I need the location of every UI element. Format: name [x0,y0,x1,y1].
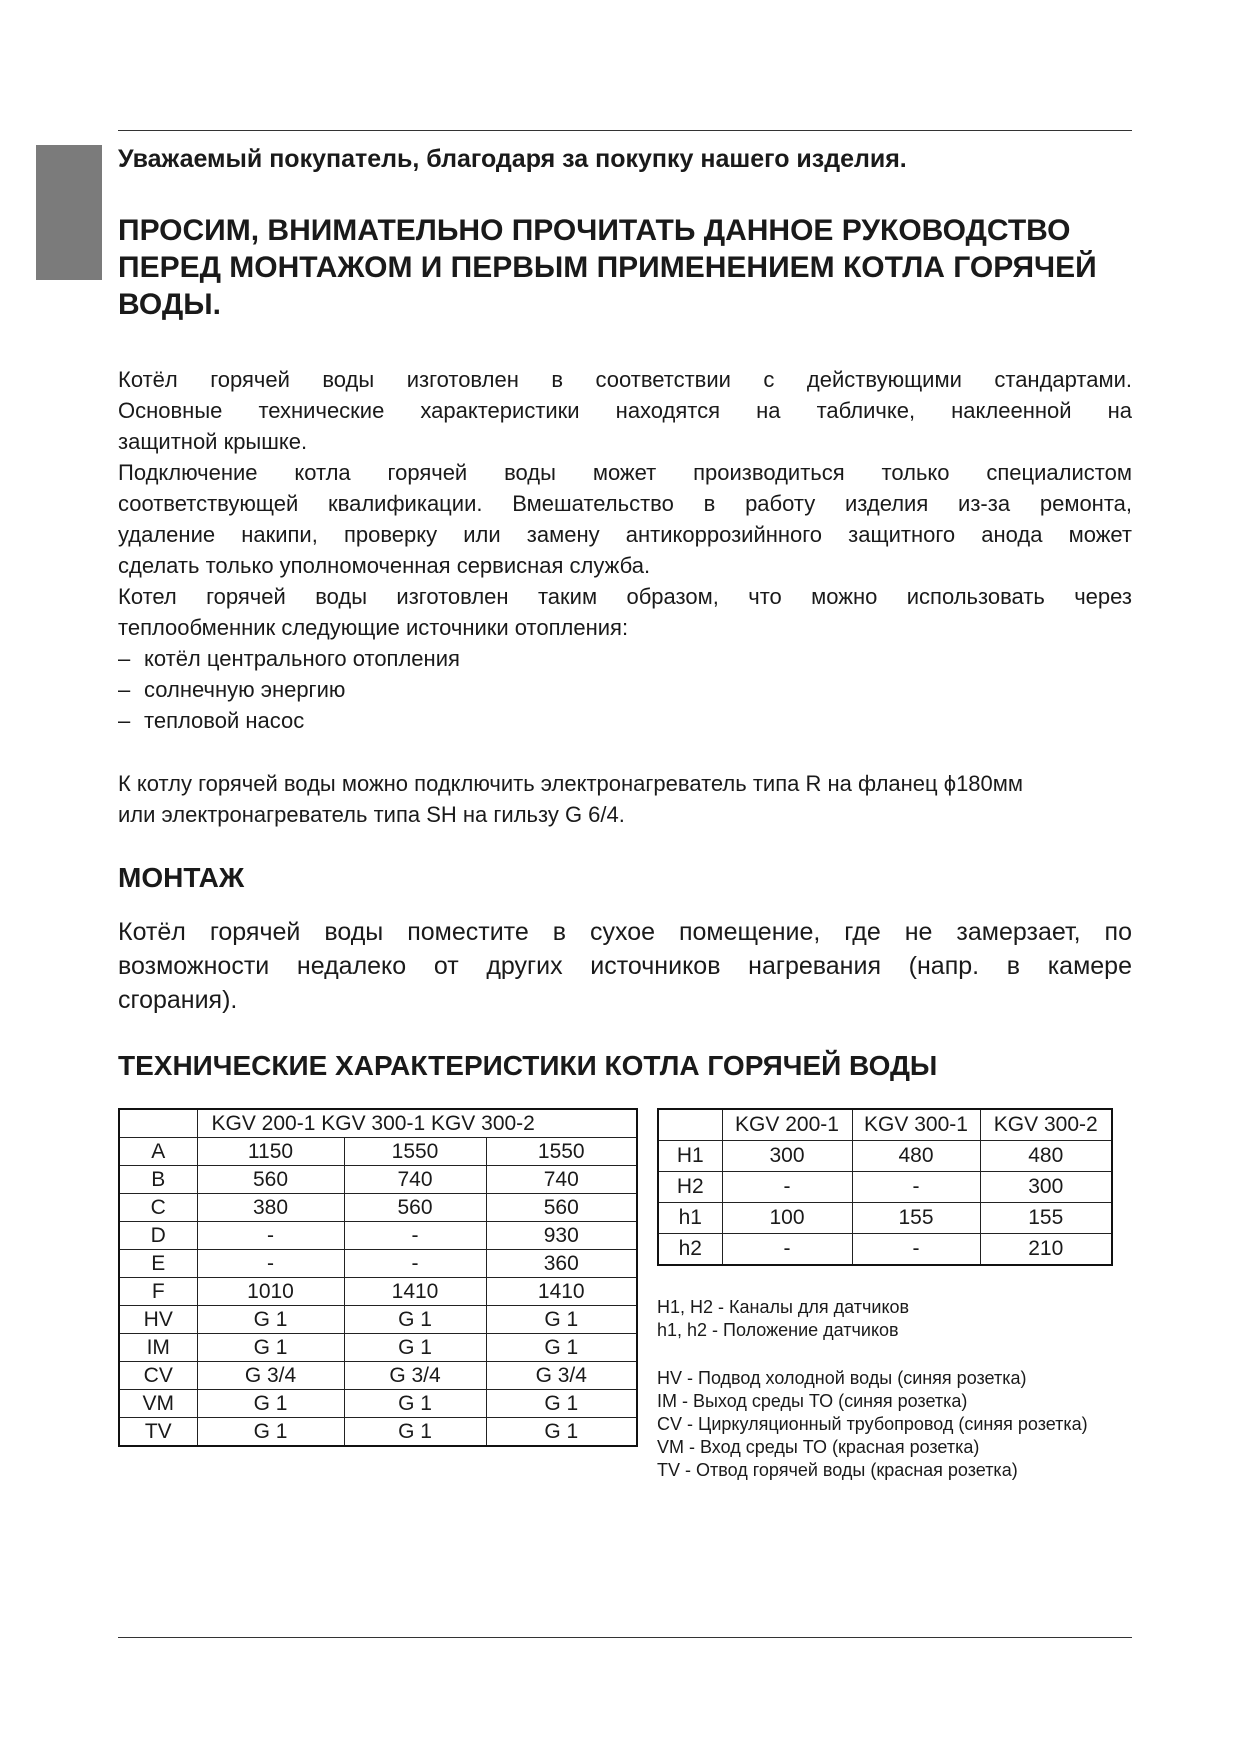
table-cell: - [197,1250,344,1278]
legend-line: H1, H2 - Каналы для датчиков [657,1297,910,1317]
table-cell: G 1 [344,1306,486,1334]
table-row [119,1166,637,1194]
legend-line: IM - Выход среды ТО (синяя розетка) [657,1391,968,1411]
row-label-cell: VM [119,1390,197,1418]
table-cell: - [852,1234,980,1266]
table-cell: 560 [486,1194,637,1222]
greeting: Уважаемый покупатель, благодаря за покупку нашего изделия. [118,145,907,173]
bottom-rule [118,1637,1132,1638]
legend-line: h1, h2 - Положение датчиков [657,1320,899,1340]
row-label-cell: h2 [658,1234,722,1266]
table-cell: G 1 [486,1334,637,1362]
table-cell: G 1 [197,1390,344,1418]
list-item: – солнечную энергию [118,674,460,705]
table-cell: G 1 [197,1418,344,1447]
table-row [119,1278,637,1306]
montage-line: Котёл горячей воды поместите в сухое помещение, где не замерзает, по [118,918,1132,946]
intro-line: защитной крышке. [118,429,308,454]
heater-line: К котлу горячей воды можно подключить электронагреватель типа R на фланец ϕ180мм [118,771,1024,796]
table-row [119,1250,637,1278]
list-dash: – [118,646,131,671]
intro-line: Подключение котла горячей воды может производиться только специалистом [118,460,1132,485]
intro-line: удаление накипи, проверку или замену антикоррозийнного защитного анода может [118,522,1132,547]
intro-line: соответствующей квалификации. Вмешательство в работу изделия из-за ремонта, [118,491,1132,516]
table-header-row [119,1109,637,1138]
row-label-cell: E [119,1250,197,1278]
table-row [119,1194,637,1222]
list-item: – котёл центрального отопления [118,643,460,674]
table-cell: 360 [486,1250,637,1278]
table-cell: 1550 [486,1138,637,1166]
heater-line: или электронагреватель типа SH на гильзу G 6/4. [118,802,625,827]
table-cell: 100 [722,1203,852,1234]
legend-line: CV - Циркуляционный трубопровод (синяя розетка) [657,1414,1088,1434]
table-row [119,1390,637,1418]
table-cell: G 1 [486,1418,637,1447]
table-row [119,1138,637,1166]
row-label-cell: IM [119,1334,197,1362]
table-row [119,1306,637,1334]
sensors-legend [657,1296,909,1342]
legend-line: TV - Отвод горячей воды (красная розетка) [657,1460,1018,1480]
table-header-cell: KGV 300-2 [980,1109,1112,1141]
heat-sources-list [118,643,460,736]
montage-paragraph [118,915,1132,1017]
table-cell: G 1 [344,1418,486,1447]
table-cell: - [722,1234,852,1266]
table-cell: 1010 [197,1278,344,1306]
table-cell: - [197,1222,344,1250]
row-label-cell: h1 [658,1203,722,1234]
row-label-cell: HV [119,1306,197,1334]
list-dash: – [118,677,131,702]
table-header-cell: KGV 300-1 [852,1109,980,1141]
row-label-cell: B [119,1166,197,1194]
row-label-cell: H2 [658,1172,722,1203]
list-item: – тепловой насос [118,705,460,736]
table-cell: 1150 [197,1138,344,1166]
table-cell: 1410 [486,1278,637,1306]
table-cell: 210 [980,1234,1112,1266]
warning-line: ПЕРЕД МОНТАЖОМ И ПЕРВЫМ ПРИМЕНЕНИЕМ КОТЛА ГОРЯЧЕЙ [118,251,1097,284]
table-cell: 155 [980,1203,1112,1234]
row-label-cell: H1 [658,1141,722,1172]
warning-heading [118,212,1138,323]
warning-line: ПРОСИМ, ВНИМАТЕЛЬНО ПРОЧИТАТЬ ДАННОЕ РУКОВОДСТВО [118,214,1071,247]
montage-line: возможности недалеко от других источников нагревания (напр. в камере [118,952,1132,980]
table-cell: G 3/4 [486,1362,637,1390]
table-cell: 1410 [344,1278,486,1306]
table-row [119,1222,637,1250]
table-cell: 155 [852,1203,980,1234]
table-cell: 740 [486,1166,637,1194]
table-cell: 560 [197,1166,344,1194]
list-dash: – [118,708,131,733]
table-cell: G 1 [197,1306,344,1334]
row-label-cell: CV [119,1362,197,1390]
warning-line: ВОДЫ. [118,288,221,321]
intro-line: Котёл горячей воды изготовлен в соответствии с действующими стандартами. [118,367,1132,392]
section-tab-marker [36,145,102,280]
table-cell: 560 [344,1194,486,1222]
table-header-cell [119,1109,197,1138]
table-cell: G 1 [486,1390,637,1418]
table-row [658,1172,1112,1203]
intro-line: теплообменник следующие источники отопления: [118,615,629,640]
intro-paragraph [118,364,1132,643]
top-rule [118,130,1132,131]
row-label-cell: TV [119,1418,197,1447]
table-cell: 300 [980,1172,1112,1203]
specs-heading: ТЕХНИЧЕСКИЕ ХАРАКТЕРИСТИКИ КОТЛА ГОРЯЧЕЙ ВОДЫ [118,1050,938,1081]
table-cell: - [722,1172,852,1203]
legend-line: HV - Подвод холодной воды (синяя розетка) [657,1368,1027,1388]
intro-line: Основные технические характеристики находятся на табличке, наклеенной на [118,398,1132,423]
montage-line: сгорания). [118,986,238,1014]
table-cell: G 1 [486,1306,637,1334]
montage-heading: МОНТАЖ [118,862,245,893]
table-cell: - [852,1172,980,1203]
table-row [119,1418,637,1447]
intro-line: Котел горячей воды изготовлен таким образом, что можно использовать через [118,584,1132,609]
table-header-row [658,1109,1112,1141]
table-cell: G 3/4 [197,1362,344,1390]
dimensions-table [118,1108,638,1447]
table-cell: 480 [852,1141,980,1172]
legend-line: VM - Вход среды ТО (красная розетка) [657,1437,980,1457]
row-label-cell: F [119,1278,197,1306]
table-row [658,1234,1112,1266]
sensors-table [657,1108,1113,1266]
table-header-cell: KGV 200-1 KGV 300-1 KGV 300-2 [197,1109,637,1138]
row-label-cell: D [119,1222,197,1250]
table-cell: G 1 [344,1334,486,1362]
table-cell: G 1 [197,1334,344,1362]
connections-legend [657,1367,1088,1482]
table-cell: 740 [344,1166,486,1194]
table-row [119,1334,637,1362]
table-cell: 1550 [344,1138,486,1166]
table-row [119,1362,637,1390]
table-cell: - [344,1250,486,1278]
heater-paragraph [118,768,1132,830]
table-cell: 300 [722,1141,852,1172]
row-label-cell: C [119,1194,197,1222]
table-row [658,1203,1112,1234]
table-cell: - [344,1222,486,1250]
row-label-cell: A [119,1138,197,1166]
table-cell: 380 [197,1194,344,1222]
table-cell: 930 [486,1222,637,1250]
table-cell: 480 [980,1141,1112,1172]
table-cell: G 1 [344,1390,486,1418]
table-header-cell: KGV 200-1 [722,1109,852,1141]
table-cell: G 3/4 [344,1362,486,1390]
table-row [658,1141,1112,1172]
intro-line: сделать только уполномоченная сервисная служба. [118,553,651,578]
table-header-cell [658,1109,722,1141]
